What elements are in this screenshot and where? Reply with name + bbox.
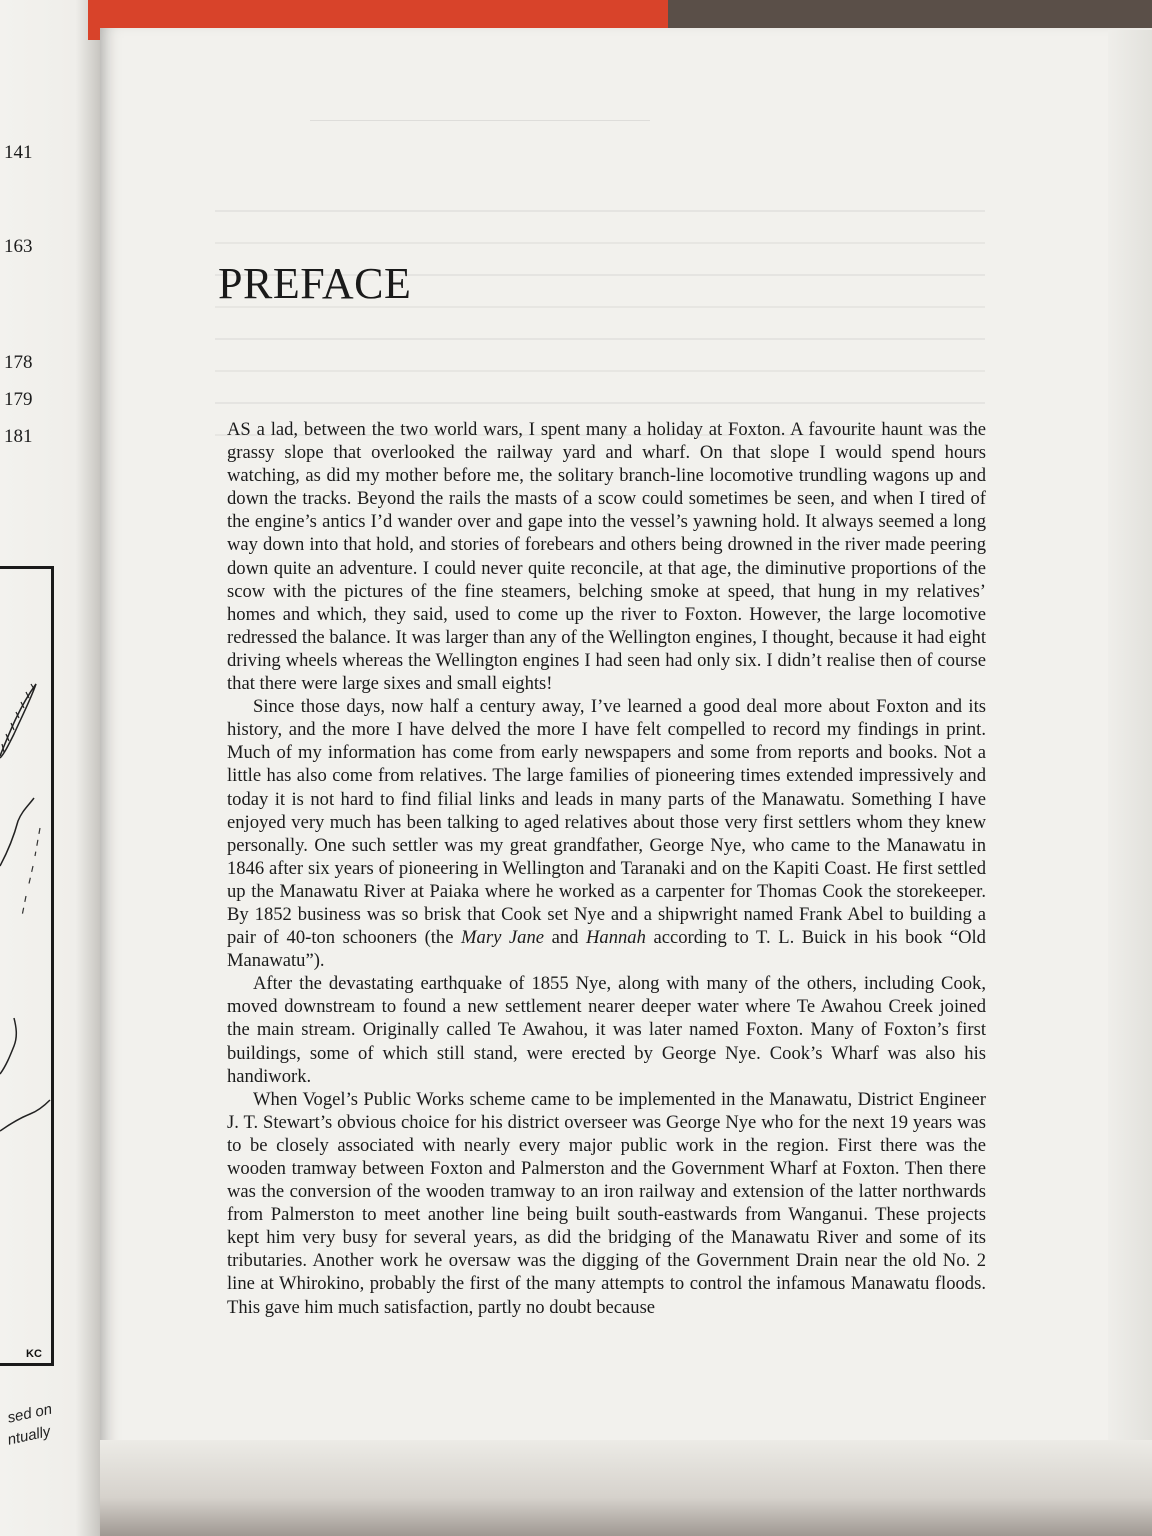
paragraph-text: and <box>544 927 586 949</box>
paragraph-text: Since those days, now half a century away, I’ve learned a good deal more about Foxton and its history, and the more I have delved the more I have felt compelled to record my findings in print. Much of my information has come from early newspapers and some from reports and books. Not a little has also come from relatives. The large families of pioneering times extended impressively and today it is not hard to find filial links and leads in many parts of the Manawatu. Something I have enjoyed very much has been talking to aged relatives about those very first settlers whom they knew personally. One such settler was my great grandfather, George Nye, who came to the Manawatu in 1846 after six years of pioneering in Wellington and Taranaki and on the Kapiti Coast. He first settled up the Manawatu River at Paiaka where he worked as a carpenter for Thomas Cook the storekeeper. By 1852 business was so brisk that Cook set Nye and a shipwright named Frank Abel to building a pair of 40-ton schooners (the <box>227 696 986 949</box>
paragraph-text: according to T. L. Buick in his book “Old Manawatu”). <box>227 927 986 972</box>
paragraph: AS a lad, between the two world wars, I spent many a holiday at Foxton. A favourite haunt was the grassy slope that overlooked the railway yard and wharf. On that slope I would spend hours watching, as did my mother before me, the solitary branch-line locomotive trundling wagons up and down the tracks. Beyond the rails the masts of a scow could sometimes be seen, and when I tired of the engine’s antics I’d wander over and gape into the vessel’s yawning hold. It always seemed a long way down into that hold, and stories of forebears and others being drowned in the river made peering down quite an adventure. I could never quite reconcile, at that age, the diminutive proportions of the scow with the pictures of the fine steamers, belching smoke at speed, that hung in my relatives’ homes and which, they said, used to come up the river to Foxton. However, the large locomotive redressed the balance. It was larger than any of the Wellington engines, I thought, because it had eight driving wheels whereas the Wellington engines I had seen had only six. I didn’t realise then of course that there were large sixes and small eights! <box>227 419 986 695</box>
map-drawing <box>0 566 60 1366</box>
map-caption-line: sed on <box>6 1400 54 1427</box>
page-stack-edge <box>1108 30 1152 1450</box>
map-credit-label: KC <box>26 1348 42 1360</box>
toc-page-number: 141 <box>4 142 33 163</box>
ship-name: Mary Jane <box>461 927 544 949</box>
page-title: PREFACE <box>218 259 412 308</box>
left-page <box>0 0 108 1536</box>
map-caption-line: ntually <box>6 1422 52 1449</box>
preface-body <box>227 418 986 1319</box>
paragraph <box>227 695 986 972</box>
toc-page-number: 181 <box>4 426 33 447</box>
paragraph: After the devastating earthquake of 1855 Nye, along with many of the others, including Cook, moved downstream to found a new settlement nearer deeper water where Te Awahou Creek joined the main stream. Originally called Te Awahou, it was later named Foxton. Many of Foxton’s first buildings, some of which still stand, were erected by George Nye. Cook’s Wharf was also his handiwork. <box>227 973 986 1087</box>
paragraph: When Vogel’s Public Works scheme came to be implemented in the Manawatu, District Engineer J. T. Stewart’s obvious choice for his district overseer was George Nye who for the next 19 years was to be closely associated with nearly every major public work in the region. First there was the wooden tramway between Foxton and Palmerston and the Government Wharf at Foxton. Then there was the conversion of the wooden tramway to an iron railway and extension of the latter northwards from Palmerston to meet another line being built south-eastwards from Wanganui. These projects kept him very busy for several years, as did the bridging of the Manawatu River and some of its tributaries. Another work he oversaw was the digging of the Government Drain near the old No. 2 line at Whirokino, probably the first of the many attempts to control the infamous Manawatu floods. This gave him much satisfaction, partly no doubt because <box>227 1088 986 1318</box>
toc-page-number: 163 <box>4 236 33 257</box>
page-bottom-shadow <box>100 1440 1152 1536</box>
toc-page-number: 178 <box>4 352 33 373</box>
ship-name: Hannah <box>585 927 646 949</box>
show-through-header <box>160 120 1050 131</box>
toc-page-number: 179 <box>4 389 33 410</box>
